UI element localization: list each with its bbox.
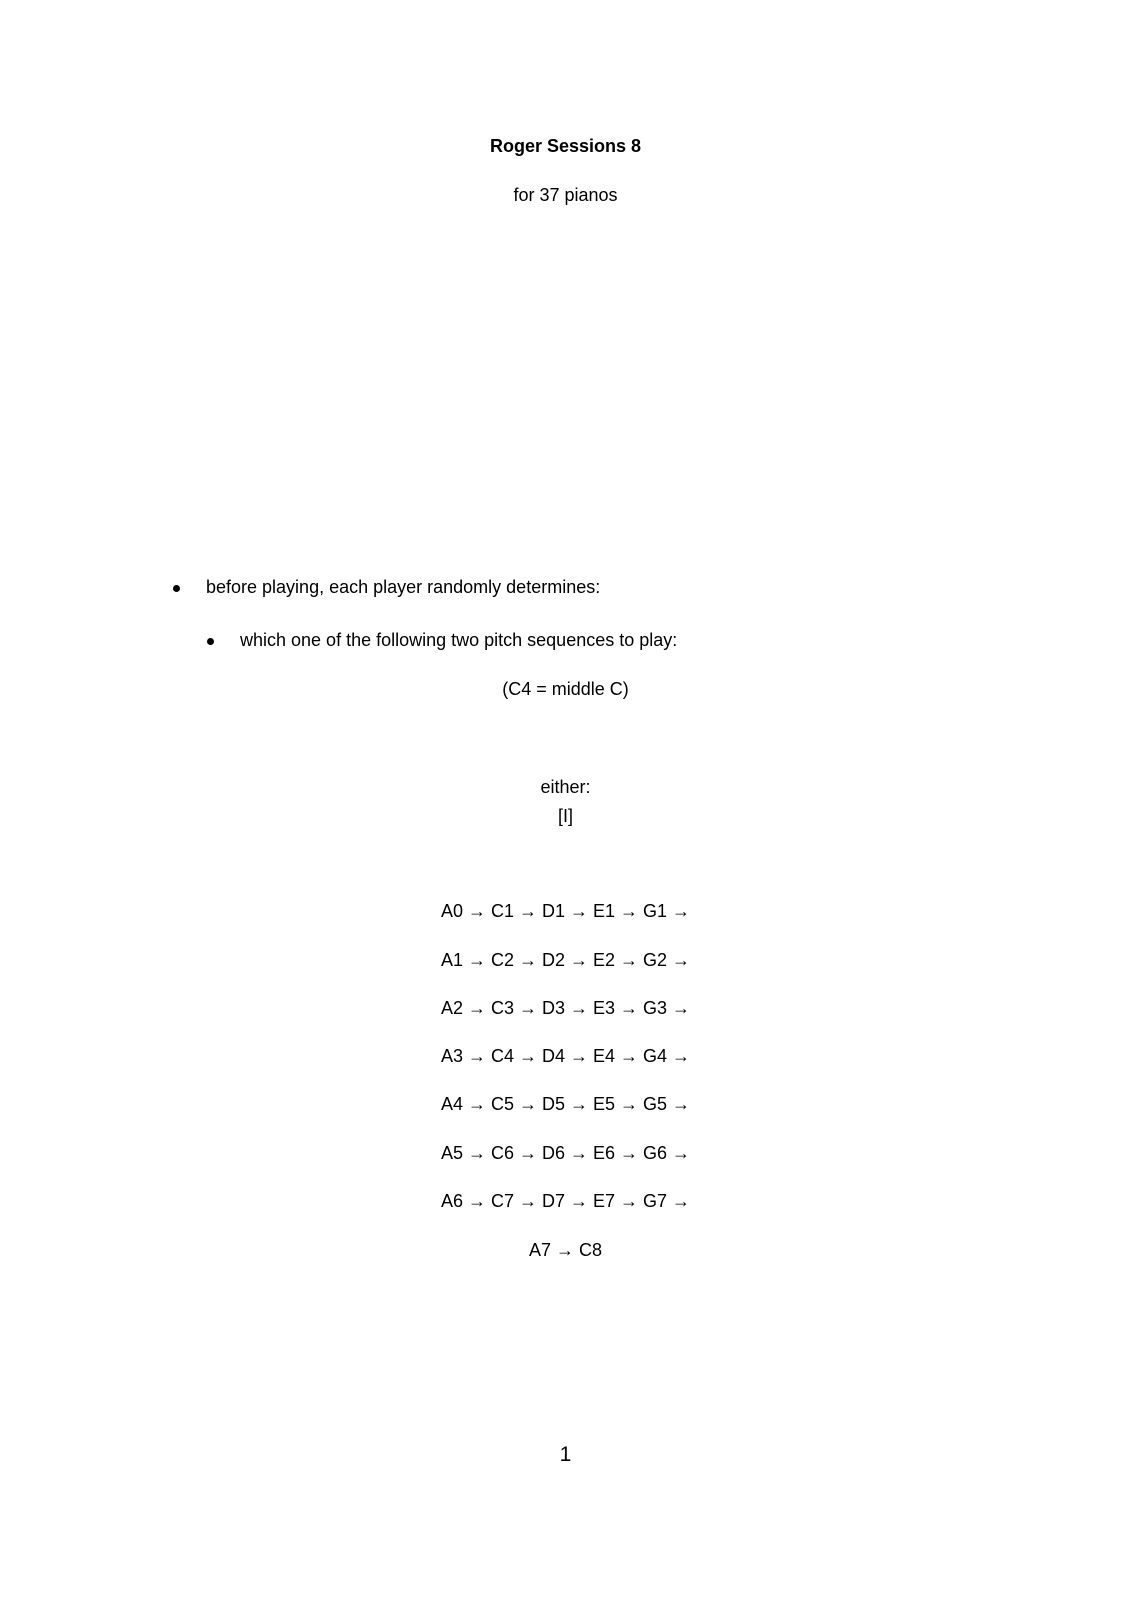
document-subtitle: for 37 pianos <box>513 185 618 205</box>
pitch-sequence-line: A6 → C7 → D7 → E7 → G7 → <box>440 1191 691 1211</box>
bullet-dot-icon <box>173 585 180 592</box>
pitch-sequence-line: A0 → C1 → D1 → E1 → G1 → <box>440 901 691 921</box>
pitch-sequence-line: A2 → C3 → D3 → E3 → G3 → <box>440 998 691 1018</box>
pitch-sequence-line: A1 → C2 → D2 → E2 → G2 → <box>440 950 691 970</box>
sequence-label: [I] <box>557 806 573 826</box>
document-title: Roger Sessions 8 <box>489 136 642 156</box>
bullet-text: which one of the following two pitch sequences to play: <box>240 630 678 650</box>
bullet-text: before playing, each player randomly determines: <box>206 577 601 597</box>
page-number: 1 <box>559 1443 572 1466</box>
pitch-sequence-line: A3 → C4 → D4 → E4 → G4 → <box>440 1046 691 1066</box>
bullet-dot-icon <box>207 638 214 645</box>
pitch-sequence-line: A5 → C6 → D6 → E6 → G6 → <box>440 1143 691 1163</box>
middle-c-note: (C4 = middle C) <box>502 679 629 699</box>
pitch-sequence-line: A4 → C5 → D5 → E5 → G5 → <box>440 1094 691 1114</box>
pitch-sequence-line: A7 → C8 <box>528 1240 603 1260</box>
either-label: either: <box>540 777 591 797</box>
